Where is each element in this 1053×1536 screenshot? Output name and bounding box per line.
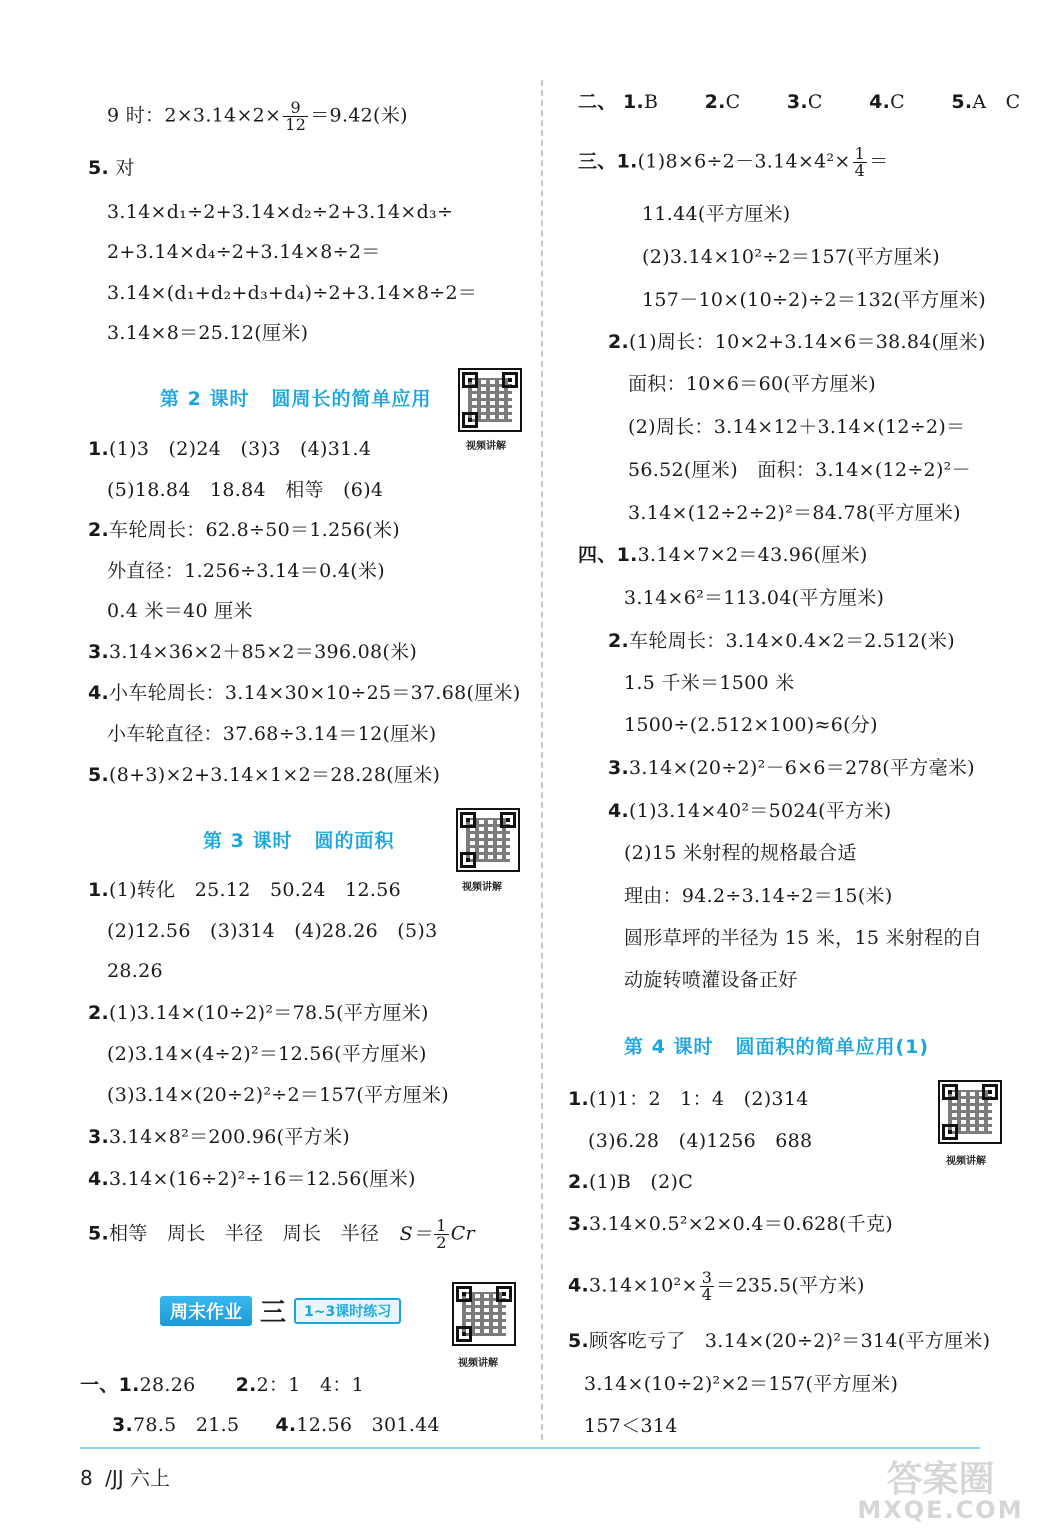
answer-text: 3.14×0.5²×2×0.4＝0.628(千克) xyxy=(589,1213,893,1235)
answer-text: B xyxy=(644,91,659,113)
answer-line: (2)15 米射程的规格最合适 xyxy=(624,842,857,864)
question-number: 1. xyxy=(622,91,644,113)
question-number: 4. xyxy=(869,91,891,113)
part-label: 二、 xyxy=(578,91,617,113)
qr-caption: 视频讲解 xyxy=(946,1156,986,1167)
answer-line: (2)3.14×(4÷2)²＝12.56(平方厘米) xyxy=(107,1043,427,1065)
fraction xyxy=(853,146,867,179)
fraction-numerator: 1 xyxy=(436,1216,447,1235)
s2-question-5 xyxy=(88,762,440,788)
part-4-question-1 xyxy=(578,542,868,568)
qr-code-icon[interactable] xyxy=(938,1080,1002,1144)
page-number: 8 xyxy=(80,1466,93,1490)
answer-line: 0.4 米＝40 厘米 xyxy=(107,600,253,622)
answer-text: 车轮周长：3.14×0.4×2＝2.512(米) xyxy=(629,630,955,652)
s4-question-2 xyxy=(568,1169,693,1195)
fraction xyxy=(700,1270,714,1303)
question-number: 5. xyxy=(88,157,110,179)
lesson-topic: 圆的面积 xyxy=(314,830,395,852)
answer-line: 理由：94.2÷3.14÷2＝15(米) xyxy=(624,885,893,907)
s3-question-5 xyxy=(88,1218,475,1251)
part-4-question-2 xyxy=(608,628,955,654)
qr-code-icon[interactable] xyxy=(452,1282,516,1346)
answer-text: (1)3.14×40²＝5024(平方米) xyxy=(629,800,892,822)
question-number: 1. xyxy=(616,544,638,566)
lesson-topic: 圆周长的简单应用 xyxy=(271,388,432,410)
part-3-question-1 xyxy=(578,146,888,179)
s2-question-3 xyxy=(88,639,417,665)
qr-code-icon[interactable] xyxy=(458,368,522,432)
question-number: 2. xyxy=(88,519,110,541)
part-label: 一、 xyxy=(80,1374,119,1396)
question-number: 3. xyxy=(568,1213,590,1235)
answer-line: 3.14×d₁÷2+3.14×d₂÷2+3.14×d₃÷ xyxy=(107,201,454,223)
answer-text: 3.14×36×2＋85×2＝396.08(米) xyxy=(109,641,418,663)
answer-line: 面积：10×6＝60(平方厘米) xyxy=(628,373,876,395)
answer-line: 外直径：1.256÷3.14＝0.4(米) xyxy=(107,560,385,582)
answer-line xyxy=(107,100,408,133)
question-number: 4. xyxy=(275,1414,297,1436)
weekend-number: 三 xyxy=(260,1298,287,1328)
answer-line: 圆形草坪的半径为 15 米，15 米射程的自 xyxy=(624,927,983,949)
s2-question-4 xyxy=(88,680,521,706)
question-number: 3. xyxy=(112,1414,134,1436)
answer-text: (8+3)×2+3.14×1×2＝28.28(厘米) xyxy=(109,764,441,786)
question-number: 4. xyxy=(568,1274,590,1297)
watermark-url: MXQE.COM xyxy=(857,1496,1024,1524)
answer-text: 3.14×10²× xyxy=(589,1274,698,1297)
answer-line: (3)3.14×(20÷2)²÷2＝157(平方厘米) xyxy=(107,1084,449,1106)
fraction-numerator: 3 xyxy=(701,1268,713,1287)
fraction-denominator: 12 xyxy=(285,115,307,134)
answer-line: 3.14×8＝25.12(厘米) xyxy=(107,322,309,344)
s4-question-3 xyxy=(568,1211,893,1237)
answer-text: 78.5 21.5 xyxy=(133,1414,240,1436)
answer-text: (1)转化 25.12 50.24 12.56 xyxy=(109,879,402,901)
s3-question-3 xyxy=(88,1124,350,1150)
answer-line: 157－10×(10÷2)÷2＝132(平方厘米) xyxy=(642,289,986,311)
answer-line: (5)18.84 18.84 相等 (6)4 xyxy=(107,479,384,501)
answer-text: 对 xyxy=(115,157,135,179)
fraction-denominator: 4 xyxy=(701,1285,713,1304)
part-3-question-2 xyxy=(608,329,986,355)
question-number: 5. xyxy=(568,1330,590,1352)
qr-caption: 视频讲解 xyxy=(462,882,502,893)
part-4-question-4 xyxy=(608,798,891,824)
fraction xyxy=(283,100,308,133)
s2-question-1 xyxy=(88,436,371,462)
part-4-question-3 xyxy=(608,755,975,781)
formula-text: Cr xyxy=(450,1222,475,1245)
fraction-numerator: 9 xyxy=(290,98,301,117)
s2-question-2 xyxy=(88,517,400,543)
s4-question-4 xyxy=(568,1270,865,1303)
lesson-number: 第 3 课时 xyxy=(203,830,293,852)
question-number: 5. xyxy=(951,91,973,113)
formula-text: S＝ xyxy=(399,1222,433,1245)
answer-text: 顾客吃亏了 3.14×(20÷2)²＝314(平方厘米) xyxy=(589,1330,991,1352)
answer-line: 28.26 xyxy=(107,960,163,982)
answer-line: (2)周长：3.14×12＋3.14×(12÷2)＝ xyxy=(628,416,966,438)
answer-text: (1)8×6÷2－3.14×4²× xyxy=(637,150,851,173)
question-number: 1. xyxy=(88,879,110,901)
answer-text: (1)1：2 1：4 (2)314 xyxy=(589,1088,809,1110)
fraction-numerator: 1 xyxy=(854,144,866,163)
answer-line: 3.14×6²＝113.04(平方厘米) xyxy=(624,587,885,609)
s3-question-1 xyxy=(88,877,401,903)
answer-line: 2+3.14×d₄÷2+3.14×8÷2＝ xyxy=(107,241,381,263)
question-number: 1. xyxy=(616,150,638,173)
answer-line: 157＜314 xyxy=(584,1415,678,1437)
answer-text: 28.26 xyxy=(139,1374,196,1396)
answer-line: (2)3.14×10²÷2＝157(平方厘米) xyxy=(642,246,940,268)
answer-line: 小车轮直径：37.68÷3.14＝12(厘米) xyxy=(107,723,437,745)
answer-line: 3.14×(12÷2÷2)²＝84.78(平方厘米) xyxy=(628,502,961,524)
answer-text: (1)3 (2)24 (3)3 (4)31.4 xyxy=(109,438,372,460)
watermark-text: 答案圈 xyxy=(886,1459,995,1500)
question-number: 3. xyxy=(88,1126,110,1148)
qr-caption: 视频讲解 xyxy=(466,441,506,452)
weekend-homework-header xyxy=(160,1292,401,1328)
question-number: 2. xyxy=(88,1002,110,1024)
question-number: 4. xyxy=(88,1168,110,1190)
s3-question-2 xyxy=(88,1000,429,1026)
question-number: 4. xyxy=(608,800,630,822)
lesson-number: 第 2 课时 xyxy=(160,388,250,410)
lesson-number: 第 4 课时 xyxy=(624,1036,714,1058)
s3-question-4 xyxy=(88,1166,416,1192)
question-number: 1. xyxy=(88,438,110,460)
weekend-part-1 xyxy=(80,1372,364,1398)
answer-text: 3.14×7×2＝43.96(厘米) xyxy=(637,544,868,566)
answer-text: 车轮周长：62.8÷50＝1.256(米) xyxy=(109,519,400,541)
answer-text: C xyxy=(807,91,823,113)
question-number: 5. xyxy=(88,764,110,786)
s4-question-1 xyxy=(568,1086,809,1112)
answer-text: C xyxy=(725,91,741,113)
answer-text: 3.14×(16÷2)²÷16＝12.56(厘米) xyxy=(109,1168,416,1190)
answer-line: 动旋转喷灌设备正好 xyxy=(624,969,798,991)
answer-text: C xyxy=(890,91,905,113)
question-number: 4. xyxy=(88,682,110,704)
answer-text: A C xyxy=(972,91,1021,113)
section-title-lesson-3 xyxy=(203,826,394,853)
footer-rule xyxy=(80,1447,980,1449)
section-title-lesson-2 xyxy=(160,384,431,411)
question-number: 2. xyxy=(704,91,726,113)
answer-line: 3.14×(d₁+d₂+d₃+d₄)÷2+3.14×8÷2＝ xyxy=(107,282,478,304)
qr-caption: 视频讲解 xyxy=(458,1358,498,1369)
answer-line: 1.5 千米＝1500 米 xyxy=(624,672,795,694)
question-number: 1. xyxy=(118,1374,140,1396)
answer-line: 56.52(厘米) 面积：3.14×(12÷2)²－ xyxy=(628,459,971,481)
text: ＝9.42(米) xyxy=(310,104,408,127)
column-divider xyxy=(541,80,543,1440)
answer-text: 12.56 301.44 xyxy=(296,1414,440,1436)
book-label: /JJ 六上 xyxy=(105,1466,170,1490)
answer-line: 11.44(平方厘米) xyxy=(642,203,791,225)
question-number: 3. xyxy=(608,757,630,779)
answer-text: 3.14×8²＝200.96(平方米) xyxy=(109,1126,350,1148)
qr-code-icon[interactable] xyxy=(456,808,520,872)
question-number: 5. xyxy=(88,1222,110,1245)
question-number: 3. xyxy=(88,641,110,663)
page-footer xyxy=(80,1462,170,1491)
lesson-topic: 圆面积的简单应用(1) xyxy=(735,1036,930,1058)
answer-line: (3)6.28 (4)1256 688 xyxy=(588,1130,813,1152)
part-label: 三、 xyxy=(578,150,617,173)
question-5 xyxy=(88,155,135,181)
weekend-part-1-cont xyxy=(112,1412,440,1438)
answer-line: (2)12.56 (3)314 (4)28.26 (5)3 xyxy=(107,920,438,942)
answer-line: 1500÷(2.512×100)≈6(分) xyxy=(624,714,878,736)
answer-text: 相等 周长 半径 周长 半径 xyxy=(109,1222,380,1245)
watermark-logo xyxy=(848,1459,1033,1525)
answer-text: 3.14×(20÷2)²－6×6＝278(平方毫米) xyxy=(629,757,975,779)
fraction xyxy=(434,1218,448,1251)
fraction-denominator: 4 xyxy=(854,161,866,180)
answer-text: 2：1 4：1 xyxy=(256,1374,365,1396)
answer-text: 小车轮周长：3.14×30×10÷25＝37.68(厘米) xyxy=(109,682,521,704)
section-title-lesson-4 xyxy=(624,1032,929,1059)
weekend-subtitle: 1~3课时练习 xyxy=(294,1298,401,1324)
question-number: 2. xyxy=(235,1374,257,1396)
question-number: 2. xyxy=(568,1171,590,1193)
answer-line: 3.14×(10÷2)²×2＝157(平方厘米) xyxy=(584,1373,899,1395)
part-2-answers xyxy=(578,89,1021,115)
answer-text: ＝ xyxy=(869,150,889,173)
question-number: 1. xyxy=(568,1088,590,1110)
question-number: 3. xyxy=(786,91,808,113)
answer-text: (1)B (2)C xyxy=(589,1171,694,1193)
answer-text: (1)周长：10×2+3.14×6＝38.84(厘米) xyxy=(629,331,986,353)
weekend-tag: 周末作业 xyxy=(160,1296,252,1326)
s4-question-5 xyxy=(568,1328,990,1354)
text: 9 时：2×3.14×2× xyxy=(107,104,282,127)
part-label: 四、 xyxy=(578,544,617,566)
answer-text: (1)3.14×(10÷2)²＝78.5(平方厘米) xyxy=(109,1002,429,1024)
question-number: 2. xyxy=(608,331,630,353)
question-number: 2. xyxy=(608,630,630,652)
answer-text: ＝235.5(平方米) xyxy=(716,1274,865,1297)
fraction-denominator: 2 xyxy=(436,1233,447,1252)
